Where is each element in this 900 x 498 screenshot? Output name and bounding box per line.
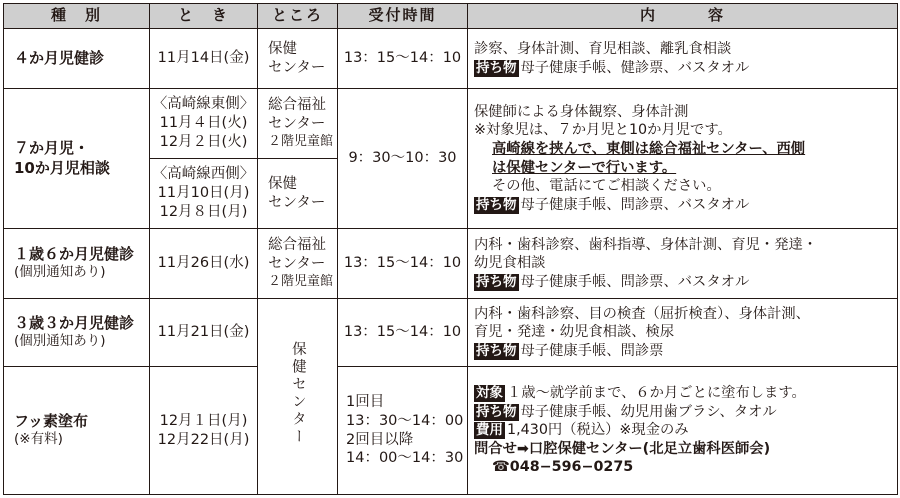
target-tag: 対象 (476, 385, 503, 402)
row-time: 13：15〜14：10 (338, 229, 468, 299)
belongings-tag: 持ち物 (476, 403, 517, 420)
table-row-3y3m (4, 299, 898, 367)
row-name: ７か月児・ 10か月児相談 (4, 89, 150, 229)
row-place: 総合福祉 センター ２階児童館 (258, 229, 338, 299)
table-row-1y6m (4, 229, 898, 299)
row-date: 12月１日(月) 12月22日(月) (150, 367, 258, 495)
belongings-tag: 持ち物 (476, 342, 517, 359)
row-date: 11月14日(金) (150, 29, 258, 89)
row-time: 9：30〜10：30 (338, 89, 468, 229)
row-place-east: 総合福祉 センター ２階児童館 (258, 89, 338, 159)
row-name: １歳６か月児健診 (個別通知あり) (4, 229, 150, 299)
table-row-7-10month-east (4, 89, 898, 159)
header-when: と き (150, 4, 258, 29)
row-content: 診察、身体計測、育児相談、離乳食相談 持ち物 母子健康手帳、健診票、バスタオル (468, 29, 898, 89)
row-time: 13：15〜14：10 (338, 299, 468, 367)
belongings-tag: 持ち物 (476, 59, 517, 76)
header-row (4, 4, 898, 29)
header-type: 種 別 (4, 4, 150, 29)
row-content: 内科・歯科診察、目の検査（屈折検査）、身体計測、 育児・発達・幼児食相談、検尿 持ち物 母子健康手帳、問診票 (468, 299, 898, 367)
header-where: ところ (258, 4, 338, 29)
row-place-vertical: 保健センター (258, 299, 338, 495)
fee-tag: 費用 (476, 422, 503, 439)
row-content: 保健師による身体観察、身体計測 ※対象児は、７か月児と10か月児です。 高崎線を挟んで、東側は総合福祉センター、西側 は保健センターで行います。 その他、電話にてご相談ください。 持ち物 母子健康手帳、問診票、バスタオル (468, 89, 898, 229)
belongings-tag: 持ち物 (476, 273, 517, 290)
health-checkup-schedule-table (3, 3, 898, 495)
row-name: ３歳３か月児健診 (個別通知あり) (4, 299, 150, 367)
header-time: 受付時間 (338, 4, 468, 29)
phone-number: ☎048−596−0275 (492, 459, 634, 476)
row-time: 13：15〜14：10 (338, 29, 468, 89)
inquiry-text: 問合せ➡口腔保健センター(北足立歯科医師会) (474, 440, 771, 457)
belongings-tag: 持ち物 (476, 196, 517, 213)
row-place-west: 保健 センター (258, 159, 338, 229)
row-date-west: 〈高崎線西側〉 11月10日(月) 12月８日(月) (150, 159, 258, 229)
row-content: 内科・歯科診察、歯科指導、身体計測、育児・発達・ 幼児食相談 持ち物 母子健康手帳、問診票、バスタオル (468, 229, 898, 299)
row-place: 保健 センター (258, 29, 338, 89)
row-time: 1回目 13：30〜14：00 2回目以降 14：00〜14：30 (338, 367, 468, 495)
row-date-east: 〈高崎線東側〉 11月４日(火) 12月２日(火) (150, 89, 258, 159)
table-row-fluoride (4, 367, 898, 495)
row-name: フッ素塗布 (※有料) (4, 367, 150, 495)
row-content: 対象 １歳〜就学前まで、６か月ごとに塗布します。 持ち物 母子健康手帳、幼児用歯ブラシ、タオル 費用 1,430円（税込）※現金のみ 問合せ➡口腔保健センター(北足立歯科医師会) ☎048−596−0275 (468, 367, 898, 495)
row-name: ４か月児健診 (4, 29, 150, 89)
row-date: 11月26日(水) (150, 229, 258, 299)
header-content: 内 容 (468, 4, 898, 29)
row-date: 11月21日(金) (150, 299, 258, 367)
table-row-4month (4, 29, 898, 89)
